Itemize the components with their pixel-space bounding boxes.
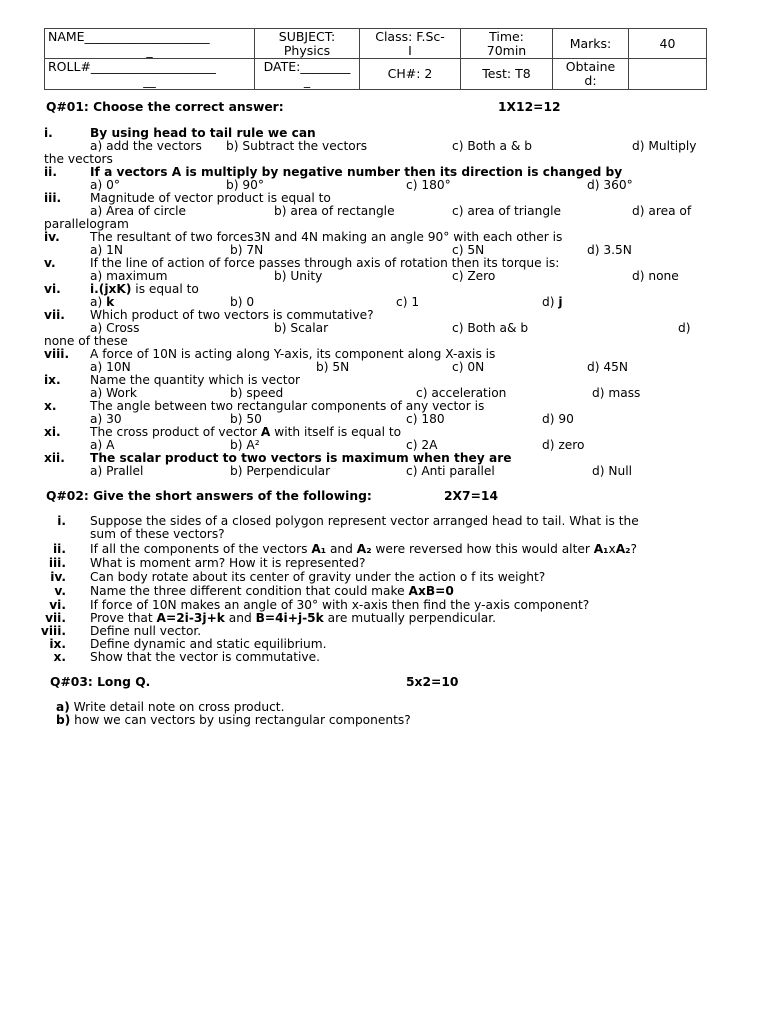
option-a-prefix: a) bbox=[90, 295, 107, 309]
mcq-num: ii. bbox=[44, 165, 57, 179]
mcq-question: Name the quantity which is vector bbox=[90, 373, 301, 387]
mcq-num: viii. bbox=[44, 347, 70, 361]
roll-underscore: __ bbox=[143, 73, 156, 88]
time-label: Time: bbox=[489, 28, 524, 44]
q3-marks: 5x2=10 bbox=[406, 675, 459, 689]
header-table bbox=[44, 28, 707, 90]
short-q-text: Can body rotate about its center of gravity under the action o f its weight? bbox=[90, 570, 546, 584]
mcq-question-bold: i.(jxK) bbox=[90, 282, 132, 296]
short-q-text: Define null vector. bbox=[90, 624, 202, 638]
option-c[interactable]: c) 180° bbox=[406, 178, 451, 192]
short-q-text: Suppose the sides of a closed polygon represent vector arranged head to tail. What is the bbox=[90, 514, 639, 528]
short-q-5 bbox=[40, 585, 720, 598]
option-c[interactable]: c) Zero bbox=[452, 269, 496, 283]
option-b[interactable]: b) 5N bbox=[316, 360, 350, 374]
mcq-item-1 bbox=[44, 127, 712, 166]
short-q-2 bbox=[40, 543, 720, 556]
vector-a1: A₁ bbox=[311, 542, 327, 556]
name-cell bbox=[45, 29, 255, 59]
mcq-question: Magnitude of vector product is equal to bbox=[90, 191, 331, 205]
mcq-num: xii. bbox=[44, 451, 65, 465]
long-q-label: a) bbox=[56, 700, 70, 714]
mcq-item-4 bbox=[44, 231, 712, 257]
mcq-num: vi. bbox=[44, 282, 61, 296]
option-a[interactable]: a) Prallel bbox=[90, 464, 144, 478]
mcq-item-2 bbox=[44, 166, 712, 192]
short-q-10 bbox=[40, 651, 720, 664]
option-c[interactable]: c) Both a& b bbox=[452, 321, 529, 335]
mcq-options bbox=[90, 140, 712, 153]
short-q-num: v. bbox=[54, 584, 66, 598]
mcq-question-end: with itself is equal to bbox=[270, 425, 402, 439]
mcq-item-12 bbox=[44, 452, 712, 478]
option-b[interactable]: b) 50 bbox=[230, 412, 262, 426]
short-q-num: vii. bbox=[45, 611, 66, 625]
short-q-text-mid3: x bbox=[608, 542, 616, 556]
option-d[interactable]: d) Null bbox=[592, 464, 632, 478]
option-d[interactable]: d) 90 bbox=[542, 412, 574, 426]
mcq-num: ix. bbox=[44, 373, 61, 387]
mcq-num: x. bbox=[44, 399, 57, 413]
mcq-question-bold: A bbox=[260, 425, 271, 439]
mcq-num: i. bbox=[44, 126, 53, 140]
option-c[interactable]: c) 0N bbox=[452, 360, 485, 374]
subject-value: Physics bbox=[283, 42, 331, 58]
long-q-label: b) bbox=[56, 713, 71, 727]
short-q-text-start: Prove that bbox=[90, 611, 157, 625]
option-c[interactable]: c) acceleration bbox=[416, 386, 507, 400]
option-b[interactable]: b) A² bbox=[230, 438, 260, 452]
class-value: I bbox=[408, 42, 412, 58]
mcq-question bbox=[90, 426, 712, 439]
option-b[interactable]: b) Unity bbox=[274, 269, 323, 283]
mcq-item-9 bbox=[44, 374, 712, 400]
marks-label-cell: Marks: bbox=[553, 29, 629, 59]
option-d[interactable]: d) area of bbox=[632, 204, 692, 218]
short-q-text: What is moment arm? How it is represented? bbox=[90, 556, 366, 570]
mcq-options bbox=[90, 322, 712, 335]
option-a[interactable]: a) 30 bbox=[90, 412, 122, 426]
mcq-item-10 bbox=[44, 400, 712, 426]
option-a[interactable]: a) 0° bbox=[90, 178, 120, 192]
subject-cell bbox=[255, 29, 360, 59]
roll-field[interactable]: ROLL#____________________ bbox=[48, 59, 216, 74]
mcq-continuation: the vectors bbox=[44, 152, 113, 166]
mcq-num: iii. bbox=[44, 191, 62, 205]
option-d[interactable]: d) 360° bbox=[587, 178, 633, 192]
option-c[interactable]: c) Anti parallel bbox=[406, 464, 495, 478]
short-q-4 bbox=[40, 571, 720, 584]
option-a[interactable]: a) maximum bbox=[90, 269, 168, 283]
vector-a2: A₂ bbox=[356, 542, 372, 556]
obtained-label-2: d: bbox=[584, 73, 597, 88]
short-q-num: ii. bbox=[53, 542, 66, 556]
time-cell bbox=[461, 29, 553, 59]
short-q-text-start: If all the components of the vectors bbox=[90, 542, 312, 556]
class-label: Class: F.Sc- bbox=[375, 28, 445, 44]
mcq-item-8 bbox=[44, 348, 712, 374]
time-value: 70min bbox=[486, 42, 527, 58]
short-q-3 bbox=[40, 557, 720, 570]
option-d[interactable]: d) none bbox=[632, 269, 679, 283]
short-q-text: Define dynamic and static equilibrium. bbox=[90, 637, 327, 651]
long-q-b bbox=[56, 714, 411, 727]
vector-a-expression: A=2i-3j+k bbox=[156, 611, 225, 625]
option-b[interactable]: b) Perpendicular bbox=[230, 464, 331, 478]
option-b[interactable]: b) speed bbox=[230, 386, 284, 400]
short-q-num: vi. bbox=[49, 598, 66, 612]
mcq-options bbox=[90, 205, 712, 218]
short-q-num: iv. bbox=[50, 570, 66, 584]
option-a[interactable]: a) Cross bbox=[90, 321, 140, 335]
option-d-bold: j bbox=[558, 295, 563, 309]
option-a[interactable]: a) add the vectors bbox=[90, 139, 202, 153]
mcq-continuation: parallelogram bbox=[44, 217, 129, 231]
option-b[interactable]: b) 7N bbox=[230, 243, 264, 257]
short-q-text: Show that the vector is commutative. bbox=[90, 650, 321, 664]
name-field[interactable]: NAME____________________ bbox=[48, 28, 210, 44]
option-b[interactable]: b) Scalar bbox=[274, 321, 329, 335]
mcq-question: Which product of two vectors is commutative? bbox=[90, 308, 374, 322]
date-underscore: _ bbox=[303, 73, 311, 88]
short-q-num: iii. bbox=[48, 556, 66, 570]
short-q-text-mid2: were reversed how this would alter bbox=[371, 542, 594, 556]
mcq-continuation: none of these bbox=[44, 334, 128, 348]
option-c[interactable]: c) Both a & b bbox=[452, 139, 532, 153]
option-a[interactable]: a) 10N bbox=[90, 360, 131, 374]
short-q-bold: AxB=0 bbox=[408, 584, 454, 598]
mcq-item-6 bbox=[44, 283, 712, 309]
option-b[interactable]: b) 90° bbox=[226, 178, 264, 192]
mcq-question-rest: is equal to bbox=[131, 282, 199, 296]
mcq-num: xi. bbox=[44, 425, 61, 439]
name-underscore: _ bbox=[146, 42, 153, 58]
option-d[interactable] bbox=[542, 296, 563, 309]
short-q-text-mid1: and bbox=[326, 542, 357, 556]
option-d[interactable]: d) 3.5N bbox=[587, 243, 632, 257]
short-q-text-end: are mutually perpendicular. bbox=[323, 611, 497, 625]
marks-value-cell: 40 bbox=[629, 29, 707, 59]
option-a-bold: k bbox=[106, 295, 115, 309]
option-b[interactable]: b) area of rectangle bbox=[274, 204, 395, 218]
option-d[interactable]: d) 45N bbox=[587, 360, 628, 374]
mcq-question: By using head to tail rule we can bbox=[90, 126, 316, 140]
mcq-item-3 bbox=[44, 192, 712, 231]
q2-marks: 2X7=14 bbox=[444, 489, 499, 503]
option-d[interactable]: d) zero bbox=[542, 438, 585, 452]
vector-a2-product: A₂ bbox=[615, 542, 631, 556]
mcq-num: v. bbox=[44, 256, 56, 270]
option-b[interactable]: b) 0 bbox=[230, 295, 255, 309]
option-d[interactable]: d) bbox=[678, 321, 691, 335]
short-q-text bbox=[90, 585, 720, 598]
mcq-question-start: The cross product of vector bbox=[90, 425, 261, 439]
short-q-text-start: Name the three different condition that could make bbox=[90, 584, 409, 598]
obtained-label-1: Obtaine bbox=[565, 59, 616, 74]
option-d[interactable]: d) Multiply bbox=[632, 139, 697, 153]
q1-title: Q#01: Choose the correct answer: bbox=[46, 100, 284, 114]
mcq-options bbox=[90, 465, 712, 478]
short-q-num: x. bbox=[53, 650, 66, 664]
option-a[interactable]: a) Area of circle bbox=[90, 204, 187, 218]
short-q-num: i. bbox=[57, 514, 66, 528]
mcq-num: iv. bbox=[44, 230, 60, 244]
option-a[interactable]: a) 1N bbox=[90, 243, 123, 257]
subject-label: SUBJECT: bbox=[278, 28, 336, 44]
test-cell: Test: T8 bbox=[461, 59, 553, 90]
q1-marks: 1X12=12 bbox=[498, 100, 561, 114]
short-q-text: If force of 10N makes an angle of 30° with x-axis then find the y-axis component? bbox=[90, 598, 590, 612]
long-q-text: Write detail note on cross product. bbox=[69, 700, 285, 714]
mcq-question: If the line of action of force passes through axis of rotation then its torque is: bbox=[90, 256, 560, 270]
q3-title: Q#03: Long Q. bbox=[50, 675, 151, 689]
class-cell bbox=[360, 29, 461, 59]
option-d[interactable]: d) mass bbox=[592, 386, 641, 400]
mcq-question: A force of 10N is acting along Y-axis, its component along X-axis is bbox=[90, 347, 496, 361]
option-c[interactable]: c) 1 bbox=[396, 295, 420, 309]
mcq-question: The angle between two rectangular components of any vector is bbox=[90, 399, 485, 413]
vector-b-expression: B=4i+j-5k bbox=[255, 611, 324, 625]
short-q-continuation: sum of these vectors? bbox=[90, 527, 225, 541]
option-c[interactable]: c) 2A bbox=[406, 438, 438, 452]
short-q-num: viii. bbox=[40, 624, 66, 638]
mcq-item-11 bbox=[44, 426, 712, 452]
chapter-cell: CH#: 2 bbox=[360, 59, 461, 90]
short-q-text-mid: and bbox=[224, 611, 256, 625]
roll-cell bbox=[45, 59, 255, 90]
option-c[interactable]: c) 5N bbox=[452, 243, 485, 257]
option-d-prefix: d) bbox=[542, 295, 559, 309]
long-q-text: how we can vectors by using rectangular components? bbox=[70, 713, 411, 727]
option-b[interactable]: b) Subtract the vectors bbox=[226, 139, 368, 153]
date-cell bbox=[255, 59, 360, 90]
short-q-num: ix. bbox=[49, 637, 66, 651]
date-field[interactable]: DATE:________ bbox=[263, 59, 351, 74]
obtained-value-cell[interactable] bbox=[629, 59, 707, 90]
short-q-1 bbox=[40, 515, 720, 541]
mcq-item-7 bbox=[44, 309, 712, 348]
vector-a1-product: A₁ bbox=[593, 542, 609, 556]
mcq-question: The scalar product to two vectors is maximum when they are bbox=[90, 451, 512, 465]
mcq-question: The resultant of two forces3N and 4N making an angle 90° with each other is bbox=[90, 230, 563, 244]
option-a[interactable]: a) Work bbox=[90, 386, 137, 400]
mcq-question: If a vectors A is multiply by negative number then its direction is changed by bbox=[90, 165, 623, 179]
option-a[interactable]: a) A bbox=[90, 438, 115, 452]
short-q-text-end: ? bbox=[630, 542, 637, 556]
obtained-label-cell bbox=[553, 59, 629, 90]
mcq-num: vii. bbox=[44, 308, 65, 322]
short-q-text bbox=[90, 543, 720, 556]
mcq-item-5 bbox=[44, 257, 712, 283]
q2-title: Q#02: Give the short answers of the following: bbox=[46, 489, 372, 503]
option-c[interactable]: c) area of triangle bbox=[452, 204, 561, 218]
option-c[interactable]: c) 180 bbox=[406, 412, 445, 426]
